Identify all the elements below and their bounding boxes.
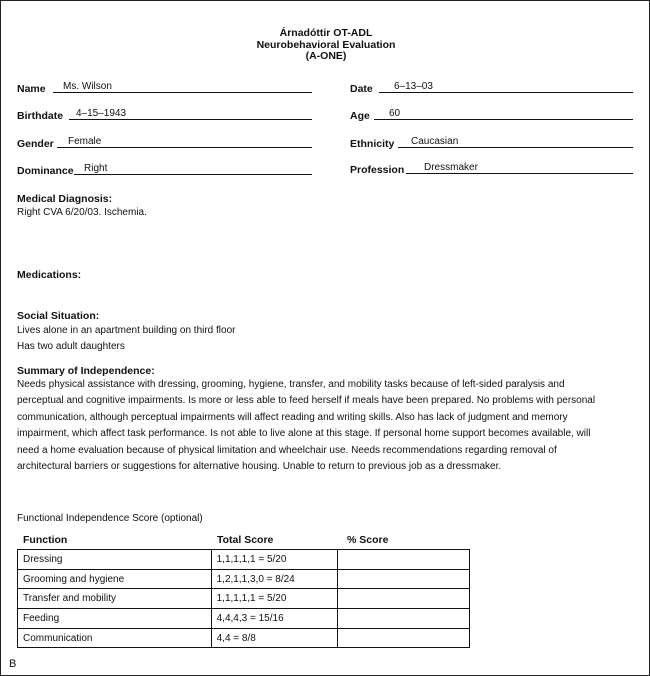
social-situation-line-2: Has two adult daughters — [17, 341, 125, 352]
fis-percent-cell — [338, 628, 470, 648]
dominance-label: Dominance — [17, 165, 74, 177]
fis-function-cell: Feeding — [18, 609, 212, 629]
fis-header-function: Function — [23, 534, 68, 546]
date-underline — [379, 92, 633, 93]
birthdate-underline — [69, 119, 312, 120]
name-label: Name — [17, 83, 46, 95]
table-row — [18, 589, 470, 609]
fis-total-cell: 4,4,4,3 = 15/16 — [211, 609, 338, 629]
name-value: Ms. Wilson — [63, 81, 112, 92]
form-title-line-2: Neurobehavioral Evaluation — [256, 38, 396, 51]
summary-line: impairment, which affect task performance. Is not able to live alone at this stage. If personal home support becomes available, will — [17, 428, 591, 440]
table-row — [18, 569, 470, 589]
summary-line: need a home evaluation because of physical limitation and wheelchair use. Needs recommendations regarding removal of — [17, 444, 557, 456]
social-situation-line-1: Lives alone in an apartment building on third floor — [17, 325, 236, 336]
ethnicity-underline — [398, 147, 633, 148]
fis-header-total-score: Total Score — [217, 534, 274, 546]
age-value: 60 — [389, 108, 401, 119]
fis-total-cell: 1,2,1,1,3,0 = 8/24 — [211, 569, 338, 589]
figure-panel-label: B — [9, 658, 17, 670]
date-value: 6–13–03 — [394, 81, 433, 92]
form-title-line-1: Árnadóttir OT-ADL — [279, 27, 373, 39]
summary-line: Needs physical assistance with dressing, grooming, hygiene, transfer, and mobility tasks because of left-sided paralysis and — [17, 379, 565, 390]
summary-line: perceptual and cognitive impairments. Is more or less able to feed herself if meals have been prepared. No problems with personal — [17, 395, 596, 407]
medications-heading: Medications: — [17, 269, 82, 281]
age-underline — [374, 119, 633, 120]
fis-percent-cell — [338, 589, 470, 609]
fis-function-cell: Communication — [18, 628, 212, 648]
ethnicity-label: Ethnicity — [350, 138, 395, 150]
form-title-line-3: (A-ONE) — [305, 50, 347, 62]
gender-underline — [57, 147, 312, 148]
dominance-underline — [74, 174, 312, 175]
ethnicity-value: Caucasian — [411, 136, 459, 147]
birthdate-value: 4–15–1943 — [76, 108, 127, 119]
fis-function-cell: Transfer and mobility — [18, 589, 212, 609]
fis-function-cell: Dressing — [18, 550, 212, 570]
summary-line: communication, although perceptual impairments will affect reading and writing skills. Also has lack of judgment and memory — [17, 411, 568, 423]
table-row — [18, 550, 470, 570]
form-title — [1, 28, 650, 63]
medical-diagnosis-heading: Medical Diagnosis: — [17, 193, 113, 205]
medical-diagnosis-text: Right CVA 6/20/03. Ischemia. — [17, 207, 147, 218]
fis-total-cell: 1,1,1,1,1 = 5/20 — [211, 589, 338, 609]
table-row — [18, 609, 470, 629]
summary-paragraph — [17, 377, 637, 475]
fis-total-cell: 1,1,1,1,1 = 5/20 — [211, 550, 338, 570]
fis-total-cell: 4,4 = 8/8 — [211, 628, 338, 648]
fis-header-percent-score: % Score — [347, 534, 389, 546]
fis-percent-cell — [338, 609, 470, 629]
gender-label: Gender — [17, 138, 54, 150]
birthdate-label: Birthdate — [17, 110, 64, 122]
profession-underline — [406, 173, 633, 174]
fis-percent-cell — [338, 569, 470, 589]
profession-value: Dressmaker — [424, 162, 478, 173]
summary-heading: Summary of Independence: — [17, 365, 155, 377]
date-label: Date — [350, 83, 373, 95]
social-situation-heading: Social Situation: — [17, 310, 100, 322]
fis-function-cell: Grooming and hygiene — [18, 569, 212, 589]
profession-label: Profession — [350, 164, 405, 176]
fis-title: Functional Independence Score (optional) — [17, 513, 203, 524]
summary-line: architectural barriers or suggestions for alternative housing. Unable to return to previous job as a dressmaker. — [17, 461, 502, 473]
age-label: Age — [350, 110, 370, 122]
fis-percent-cell — [338, 550, 470, 570]
name-underline — [53, 92, 312, 93]
gender-value: Female — [68, 136, 102, 147]
fis-table — [17, 549, 470, 648]
table-row — [18, 628, 470, 648]
dominance-value: Right — [84, 163, 108, 174]
